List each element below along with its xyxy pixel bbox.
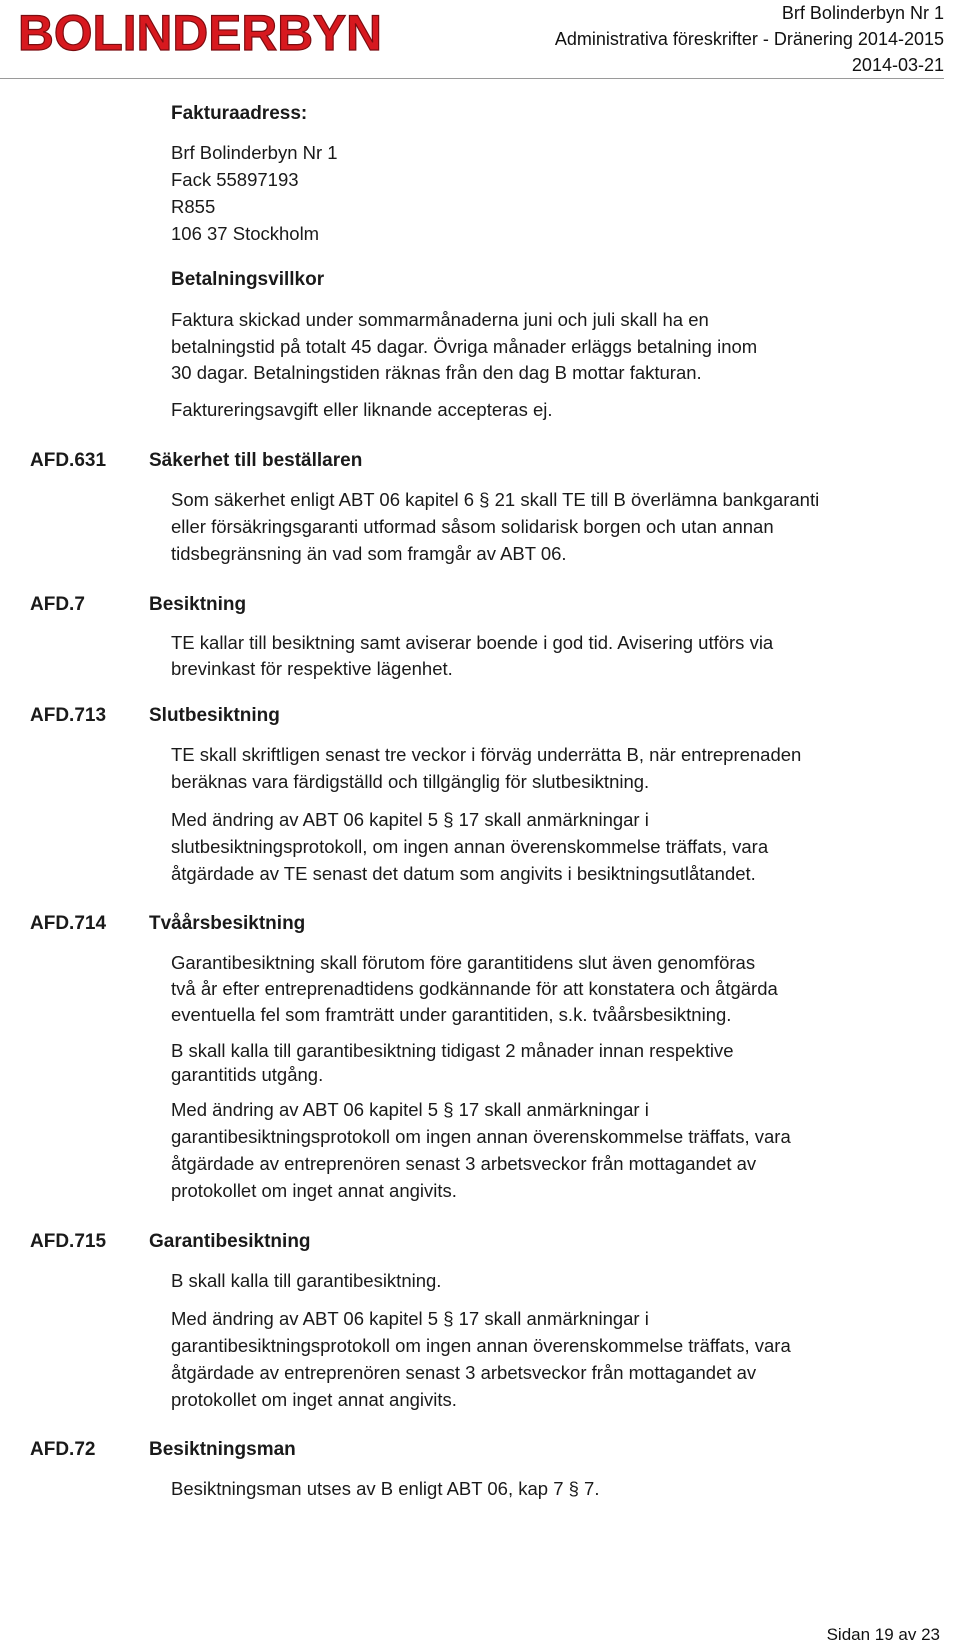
section-code: AFD.714 xyxy=(30,913,107,934)
header-doc-title: Administrativa föreskrifter - Dränering 2014-2015 xyxy=(554,29,944,49)
fakturaadress-heading: Fakturaadress: xyxy=(171,103,308,124)
paragraph-line: åtgärdade av TE senast det datum som angivits i besiktningsutlåtandet. xyxy=(171,863,756,884)
paragraph-line: protokollet om inget annat angivits. xyxy=(171,1180,457,1201)
paragraph-line: eventuella fel som framträtt under garantitiden, s.k. tvåårsbesiktning. xyxy=(171,1004,732,1025)
address-line: R855 xyxy=(171,196,216,217)
section-code: AFD.715 xyxy=(30,1231,107,1252)
section-title: Slutbesiktning xyxy=(149,705,280,726)
section-title: Besiktningsman xyxy=(149,1439,296,1460)
paragraph-line: Garantibesiktning skall förutom före garantitidens slut även genomföras xyxy=(171,952,756,973)
paragraph-line: B skall kalla till garantibesiktning tidigast 2 månader innan respektive xyxy=(171,1040,734,1061)
paragraph-line: betalningstid på totalt 45 dagar. Övriga månader erläggs betalning inom xyxy=(171,336,758,357)
section-code: AFD.72 xyxy=(30,1439,96,1460)
paragraph-line: slutbesiktningsprotokoll, om ingen annan överenskommelse träffats, vara xyxy=(171,836,769,857)
section-title: Tvåårsbesiktning xyxy=(149,913,306,934)
header-date: 2014-03-21 xyxy=(851,55,944,75)
betalning-heading: Betalningsvillkor xyxy=(171,269,325,290)
paragraph-line: tidsbegränsning än vad som framgår av ABT 06. xyxy=(171,543,567,564)
header-meta xyxy=(424,0,944,78)
section-title: Säkerhet till beställaren xyxy=(149,450,363,471)
paragraph-line: åtgärdade av entreprenören senast 3 arbetsveckor från mottagandet av xyxy=(171,1153,757,1174)
section-title: Besiktning xyxy=(149,594,247,615)
paragraph-line: garantibesiktningsprotokoll om ingen annan överenskommelse träffats, vara xyxy=(171,1126,791,1147)
section-code: AFD.7 xyxy=(30,594,85,615)
paragraph-line: beräknas vara färdigställd och tillgänglig för slutbesiktning. xyxy=(171,771,650,792)
paragraph-line: Besiktningsman utses av B enligt ABT 06, kap 7 § 7. xyxy=(171,1478,600,1499)
header-divider xyxy=(0,78,944,79)
paragraph-line: Faktura skickad under sommarmånaderna juni och juli skall ha en xyxy=(171,309,709,330)
paragraph-line: garantitids utgång. xyxy=(171,1064,324,1085)
paragraph-line: eller försäkringsgaranti utformad såsom solidarisk borgen och utan annan xyxy=(171,516,774,537)
logo-text: BOLINDERBYN xyxy=(18,5,382,61)
paragraph-line: Faktureringsavgift eller liknande accepteras ej. xyxy=(171,399,553,420)
paragraph-line: åtgärdade av entreprenören senast 3 arbetsveckor från mottagandet av xyxy=(171,1362,757,1383)
header-org: Brf Bolinderbyn Nr 1 xyxy=(781,3,944,23)
section-code: AFD.713 xyxy=(30,705,107,726)
paragraph-line: två år efter entreprenadtidens godkännande för att konstatera och åtgärda xyxy=(171,978,778,999)
address-line: 106 37 Stockholm xyxy=(171,223,320,244)
paragraph-line: Med ändring av ABT 06 kapitel 5 § 17 skall anmärkningar i xyxy=(171,809,649,830)
paragraph-line: TE kallar till besiktning samt aviserar boende i god tid. Avisering utförs via xyxy=(171,632,774,653)
paragraph-line: TE skall skriftligen senast tre veckor i förväg underrätta B, när entreprenaden xyxy=(171,744,802,765)
paragraph-line: Med ändring av ABT 06 kapitel 5 § 17 skall anmärkningar i xyxy=(171,1308,649,1329)
address-line: Brf Bolinderbyn Nr 1 xyxy=(171,142,338,163)
paragraph-line: B skall kalla till garantibesiktning. xyxy=(171,1270,442,1291)
company-logo xyxy=(16,2,386,62)
address-line: Fack 55897193 xyxy=(171,169,299,190)
page-number: Sidan 19 av 23 xyxy=(826,1625,940,1644)
paragraph-line: garantibesiktningsprotokoll om ingen annan överenskommelse träffats, vara xyxy=(171,1335,791,1356)
paragraph-line: Som säkerhet enligt ABT 06 kapitel 6 § 21 skall TE till B överlämna bankgaranti xyxy=(171,489,820,510)
paragraph-line: Med ändring av ABT 06 kapitel 5 § 17 skall anmärkningar i xyxy=(171,1099,649,1120)
paragraph-line: 30 dagar. Betalningstiden räknas från den dag B mottar fakturan. xyxy=(171,362,702,383)
section-code: AFD.631 xyxy=(30,450,107,471)
paragraph-line: protokollet om inget annat angivits. xyxy=(171,1389,457,1410)
section-title: Garantibesiktning xyxy=(149,1231,311,1252)
paragraph-line: brevinkast för respektive lägenhet. xyxy=(171,658,453,679)
